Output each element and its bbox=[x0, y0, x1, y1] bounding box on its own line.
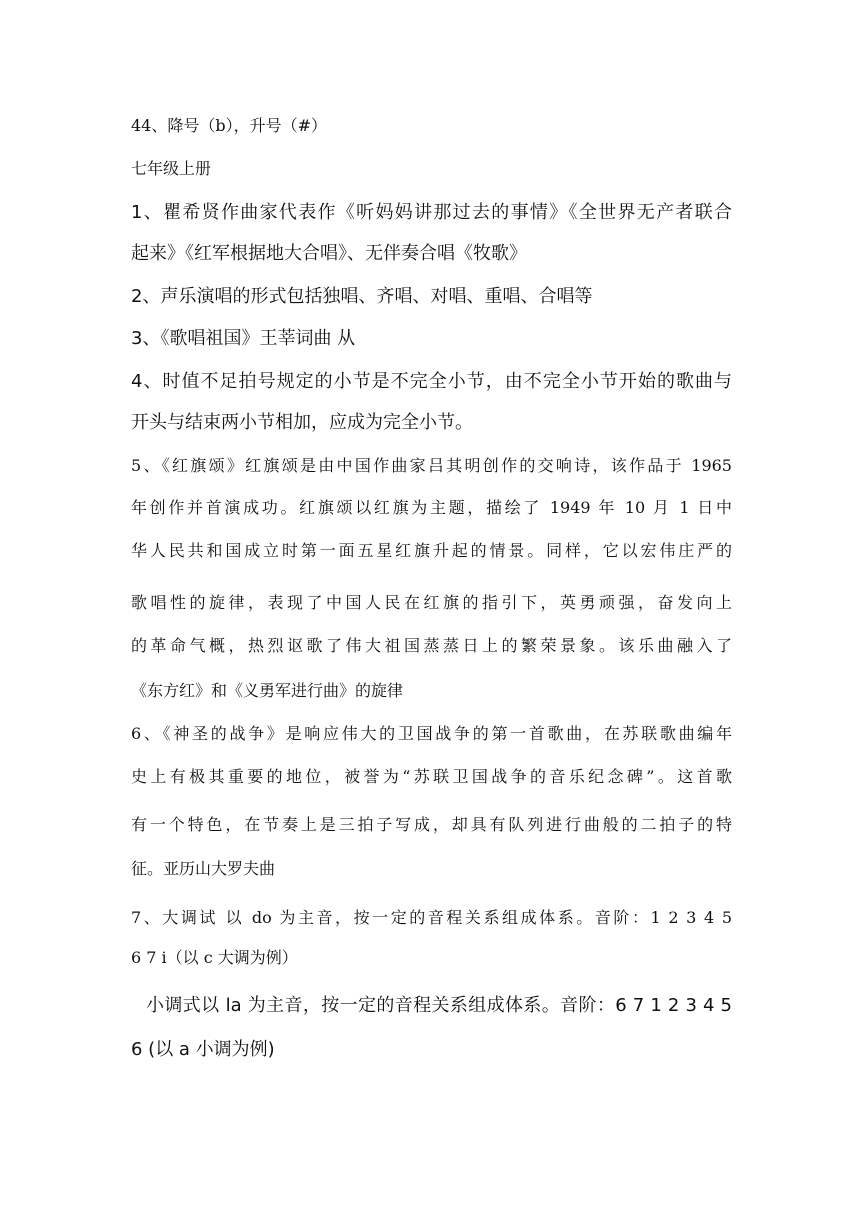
item-6-line-4: 征。亚历山大罗夫曲 bbox=[131, 859, 276, 878]
item-4-line-2: 开头与结束两小节相加，应成为完全小节。 bbox=[131, 412, 473, 433]
line-44: 44、降号（b），升号（#） bbox=[131, 116, 328, 135]
item-7-line-2: 6 7 i（以 c 大调为例） bbox=[131, 948, 298, 967]
section-heading: 七年级上册 bbox=[131, 159, 212, 178]
item-5-line-4: 歌唱性的旋律，表现了中国人民在红旗的指引下，英勇顽强，奋发向上 bbox=[131, 593, 732, 612]
item-5-line-1: 5、《红旗颂》红旗颂是由中国作曲家吕其明创作的交响诗，该作品于 1965 bbox=[131, 456, 732, 475]
item-5-line-2: 年创作并首演成功。红旗颂以红旗为主题，描绘了 1949 年 10 月 1 日中 bbox=[131, 498, 732, 517]
item-6-line-1: 6、《神圣的战争》是响应伟大的卫国战争的第一首歌曲，在苏联歌曲编年 bbox=[131, 724, 732, 743]
item-3: 3、《歌唱祖国》王莘词曲 从 bbox=[131, 328, 356, 349]
minor-mode-line-1: 小调式以 la 为主音，按一定的音程关系组成体系。音阶：6 7 1 2 3 4 5 bbox=[146, 995, 732, 1016]
item-4-line-1: 4、时值不足拍号规定的小节是不完全小节，由不完全小节开始的歌曲与 bbox=[131, 371, 732, 392]
item-5-line-3: 华人民共和国成立时第一面五星红旗升起的情景。同样，它以宏伟庄严的 bbox=[131, 541, 732, 560]
item-5-line-6: 《东方红》和《义勇军进行曲》的旋律 bbox=[131, 681, 404, 700]
item-6-line-2: 史上有极其重要的地位，被誉为“苏联卫国战争的音乐纪念碑”。这首歌 bbox=[131, 767, 732, 786]
item-5-line-5: 的革命气概，热烈讴歌了伟大祖国蒸蒸日上的繁荣景象。该乐曲融入了 bbox=[131, 636, 732, 655]
item-2: 2、声乐演唱的形式包括独唱、齐唱、对唱、重唱、合唱等 bbox=[131, 286, 593, 307]
minor-mode-line-2: 6 (以 a 小调为例) bbox=[131, 1039, 275, 1060]
item-7-line-1: 7、大调试 以 do 为主音，按一定的音程关系组成体系。音阶：1 2 3 4 5 bbox=[131, 908, 732, 927]
item-1-line-1: 1、瞿希贤作曲家代表作《听妈妈讲那过去的事情》《全世界无产者联合 bbox=[131, 202, 732, 223]
item-6-line-3: 有一个特色，在节奏上是三拍子写成，却具有队列进行曲般的二拍子的特 bbox=[131, 815, 732, 834]
item-1-line-2: 起来》《红军根据地大合唱》、无伴奏合唱《牧歌》 bbox=[131, 243, 527, 264]
